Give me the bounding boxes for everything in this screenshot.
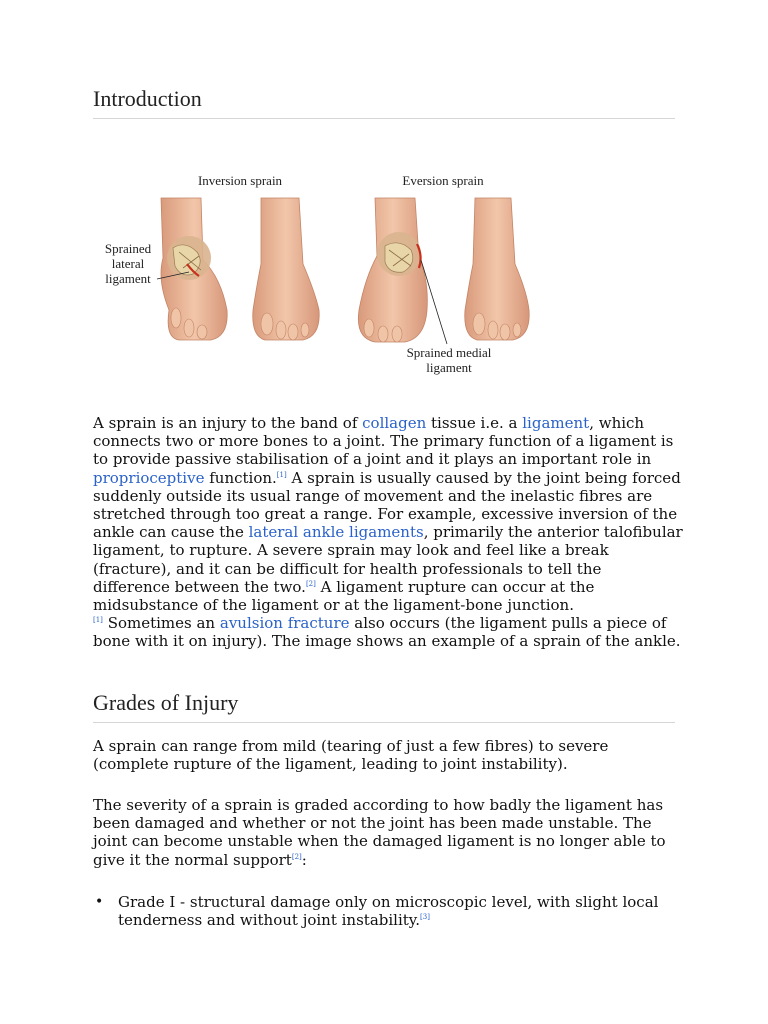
reference-1-link[interactable]: [1] bbox=[276, 470, 287, 479]
proprioceptive-link[interactable]: proprioceptive bbox=[93, 468, 205, 487]
avulsion-fracture-link[interactable]: avulsion fracture bbox=[219, 614, 350, 633]
inversion-foot-left bbox=[161, 198, 227, 340]
medial-label-line2: ligament bbox=[426, 360, 472, 375]
lateral-label-line2: lateral bbox=[111, 256, 145, 271]
intro-text-2: tissue i.e. a bbox=[426, 414, 523, 432]
lateral-ankle-ligaments-link[interactable]: lateral ankle ligaments bbox=[248, 523, 424, 542]
medial-label-line1: Sprained medial bbox=[406, 345, 492, 360]
ankle-sprain-illustration bbox=[93, 160, 675, 390]
intro-text-9: also occurs (the ligament pulls a piece of bone with it on injury). The image shows an example of a sprain of the ankle. bbox=[93, 614, 681, 651]
reference-3-link[interactable]: [1] bbox=[93, 616, 103, 625]
reference-5-sup bbox=[420, 913, 430, 921]
inversion-sprain-label: Inversion sprain bbox=[197, 173, 283, 188]
grades-paragraph-1: A sprain can range from mild (tearing of just a few fibres) to severe (complete rupture of the ligament, leading to joint instability). bbox=[93, 737, 609, 774]
lateral-label-line1: Sprained bbox=[104, 241, 152, 256]
intro-text-1: A sprain is an injury to the band of bbox=[93, 414, 363, 432]
reference-1-sup bbox=[277, 471, 287, 479]
ankle-sprain-svg bbox=[93, 160, 675, 390]
grades-paragraph-2 bbox=[93, 796, 683, 869]
grades-list bbox=[93, 893, 683, 929]
bullet-dot: • bbox=[95, 894, 104, 910]
eversion-foot-left bbox=[358, 198, 427, 342]
eversion-foot-right bbox=[465, 198, 529, 340]
grades-text-1: The severity of a sprain is graded according to how badly the ligament has been damaged and whether or not the joint has been made unstable. The joint can become unstable when the damaged ligament is no longer able to give it the normal support bbox=[93, 796, 666, 869]
intro-text-5: A sprain is usually caused by the joint being forced suddenly outside its usual range of movement and the inelastic fibres are stretched through too great a range. For example, excessive inversion of the ankle can cause the bbox=[93, 468, 681, 542]
introduction-paragraph bbox=[93, 414, 683, 651]
inversion-foot-right bbox=[253, 198, 319, 340]
grades-of-injury-heading: Grades of Injury bbox=[93, 690, 675, 723]
reference-5-link[interactable]: [3] bbox=[420, 913, 430, 922]
reference-4-link[interactable]: [2] bbox=[291, 852, 302, 861]
grade-1-text: Grade I - structural damage only on microscopic level, with slight local tenderness and without joint instability. bbox=[118, 893, 659, 930]
eversion-sprain-label: Eversion sprain bbox=[402, 173, 484, 188]
reference-4-sup bbox=[292, 853, 302, 861]
grades-text-2: : bbox=[301, 850, 307, 869]
intro-text-6: , primarily the anterior talofibular ligament, to rupture. A severe sprain may look and feel like a break (fracture), and it can be difficult for health professionals to tell the difference between the two. bbox=[93, 523, 683, 596]
reference-2-sup bbox=[306, 580, 316, 588]
list-item-grade-1 bbox=[93, 893, 683, 929]
lateral-label-line3: ligament bbox=[105, 271, 151, 286]
collagen-link[interactable]: collagen bbox=[362, 414, 427, 432]
reference-3-sup bbox=[93, 616, 103, 624]
reference-2-link[interactable]: [2] bbox=[305, 579, 316, 588]
intro-text-4: function. bbox=[204, 468, 277, 487]
intro-text-7: A ligament rupture can occur at the midsubstance of the ligament or at the ligament-bone junction. bbox=[93, 577, 595, 615]
ligament-link[interactable]: ligament bbox=[522, 414, 590, 432]
intro-text-8: Sometimes an bbox=[102, 614, 220, 633]
intro-text-3: , which connects two or more bones to a joint. The primary function of a ligament is to provide passive stabilisation of a joint and it plays an important role in bbox=[93, 414, 674, 469]
introduction-heading: Introduction bbox=[93, 86, 675, 119]
